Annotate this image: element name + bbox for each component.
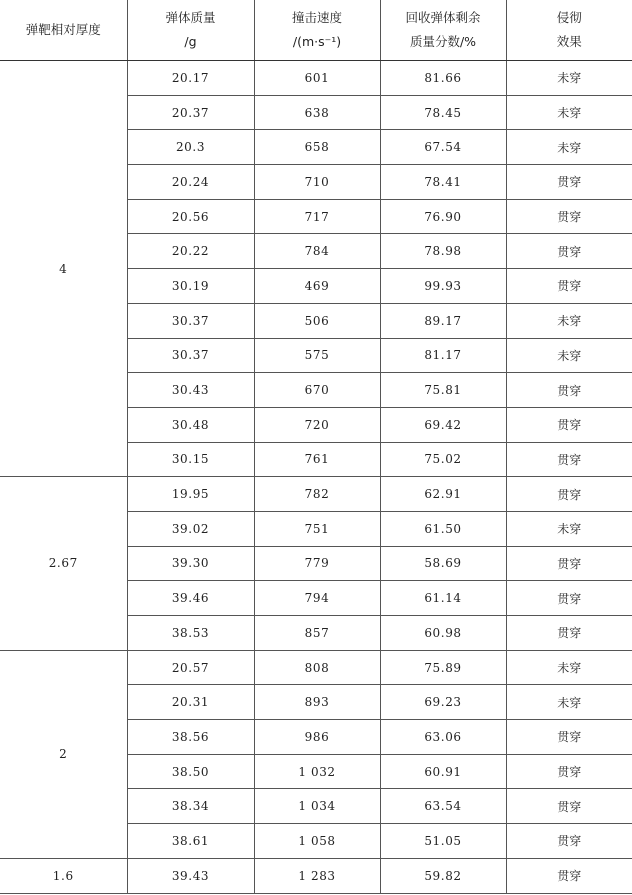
header-speed xyxy=(254,0,380,61)
table-row xyxy=(0,61,632,96)
speed-cell: 1 034 xyxy=(254,789,380,824)
mass-cell: 20.24 xyxy=(127,165,254,200)
effect-cell: 贯穿 xyxy=(506,824,632,859)
residual-cell: 61.50 xyxy=(380,511,506,546)
mass-cell: 39.43 xyxy=(127,858,254,893)
residual-cell: 67.54 xyxy=(380,130,506,165)
residual-cell: 69.42 xyxy=(380,407,506,442)
mass-cell: 20.56 xyxy=(127,199,254,234)
residual-cell: 51.05 xyxy=(380,824,506,859)
thickness-cell: 4 xyxy=(0,61,127,477)
table-row xyxy=(0,858,632,893)
speed-cell: 857 xyxy=(254,616,380,651)
speed-cell: 986 xyxy=(254,720,380,755)
mass-cell: 30.43 xyxy=(127,373,254,408)
header-residual xyxy=(380,0,506,61)
residual-cell: 60.91 xyxy=(380,754,506,789)
mass-cell: 20.3 xyxy=(127,130,254,165)
effect-cell: 贯穿 xyxy=(506,858,632,893)
effect-cell: 未穿 xyxy=(506,511,632,546)
residual-cell: 89.17 xyxy=(380,303,506,338)
effect-cell: 贯穿 xyxy=(506,546,632,581)
speed-cell: 638 xyxy=(254,95,380,130)
residual-cell: 78.98 xyxy=(380,234,506,269)
mass-cell: 30.37 xyxy=(127,303,254,338)
speed-cell: 710 xyxy=(254,165,380,200)
mass-cell: 20.17 xyxy=(127,61,254,96)
speed-cell: 506 xyxy=(254,303,380,338)
residual-cell: 81.17 xyxy=(380,338,506,373)
effect-cell: 贯穿 xyxy=(506,442,632,477)
effect-cell: 贯穿 xyxy=(506,407,632,442)
effect-cell: 贯穿 xyxy=(506,199,632,234)
mass-cell: 20.31 xyxy=(127,685,254,720)
header-thickness-line-1: 弹靶相对厚度 xyxy=(25,22,101,37)
mass-cell: 20.57 xyxy=(127,650,254,685)
effect-cell: 贯穿 xyxy=(506,754,632,789)
mass-cell: 38.50 xyxy=(127,754,254,789)
residual-cell: 76.90 xyxy=(380,199,506,234)
residual-cell: 81.66 xyxy=(380,61,506,96)
mass-cell: 30.19 xyxy=(127,269,254,304)
header-row xyxy=(0,0,632,61)
speed-cell: 469 xyxy=(254,269,380,304)
mass-cell: 38.34 xyxy=(127,789,254,824)
mass-cell: 30.48 xyxy=(127,407,254,442)
residual-cell: 75.81 xyxy=(380,373,506,408)
speed-cell: 794 xyxy=(254,581,380,616)
speed-cell: 720 xyxy=(254,407,380,442)
speed-cell: 601 xyxy=(254,61,380,96)
speed-cell: 751 xyxy=(254,511,380,546)
speed-cell: 658 xyxy=(254,130,380,165)
effect-cell: 贯穿 xyxy=(506,373,632,408)
effect-cell: 贯穿 xyxy=(506,789,632,824)
speed-cell: 808 xyxy=(254,650,380,685)
mass-cell: 38.56 xyxy=(127,720,254,755)
table-row xyxy=(0,650,632,685)
residual-cell: 75.89 xyxy=(380,650,506,685)
mass-cell: 38.61 xyxy=(127,824,254,859)
residual-cell: 75.02 xyxy=(380,442,506,477)
residual-cell: 60.98 xyxy=(380,616,506,651)
header-effect xyxy=(506,0,632,61)
header-thickness xyxy=(0,0,127,61)
speed-cell: 1 283 xyxy=(254,858,380,893)
residual-cell: 58.69 xyxy=(380,546,506,581)
effect-cell: 贯穿 xyxy=(506,165,632,200)
effect-cell: 未穿 xyxy=(506,95,632,130)
speed-cell: 779 xyxy=(254,546,380,581)
header-mass xyxy=(127,0,254,61)
residual-cell: 78.41 xyxy=(380,165,506,200)
mass-cell: 19.95 xyxy=(127,477,254,512)
thickness-cell: 2 xyxy=(0,650,127,858)
effect-cell: 未穿 xyxy=(506,685,632,720)
speed-cell: 670 xyxy=(254,373,380,408)
speed-cell: 761 xyxy=(254,442,380,477)
speed-cell: 717 xyxy=(254,199,380,234)
speed-cell: 784 xyxy=(254,234,380,269)
effect-cell: 未穿 xyxy=(506,61,632,96)
effect-cell: 贯穿 xyxy=(506,720,632,755)
thickness-cell: 1.6 xyxy=(0,858,127,893)
header-speed-line-2: /(m·s⁻¹) xyxy=(292,34,342,49)
mass-cell: 39.46 xyxy=(127,581,254,616)
effect-cell: 贯穿 xyxy=(506,616,632,651)
residual-cell: 63.54 xyxy=(380,789,506,824)
speed-cell: 893 xyxy=(254,685,380,720)
mass-cell: 39.02 xyxy=(127,511,254,546)
residual-cell: 62.91 xyxy=(380,477,506,512)
mass-cell: 38.53 xyxy=(127,616,254,651)
mass-cell: 30.37 xyxy=(127,338,254,373)
table-row xyxy=(0,477,632,512)
header-mass-line-1: 弹体质量 xyxy=(165,10,216,25)
header-effect-line-1: 侵彻 xyxy=(556,10,582,25)
effect-cell: 未穿 xyxy=(506,650,632,685)
table-body xyxy=(0,61,632,894)
header-mass-line-2: /g xyxy=(184,34,197,49)
effect-cell: 贯穿 xyxy=(506,477,632,512)
effect-cell: 贯穿 xyxy=(506,581,632,616)
header-residual-line-1: 回收弹体剩余 xyxy=(405,10,481,25)
effect-cell: 贯穿 xyxy=(506,234,632,269)
speed-cell: 1 032 xyxy=(254,754,380,789)
residual-cell: 78.45 xyxy=(380,95,506,130)
speed-cell: 1 058 xyxy=(254,824,380,859)
residual-cell: 69.23 xyxy=(380,685,506,720)
header-residual-line-2: 质量分数/% xyxy=(409,34,477,49)
speed-cell: 575 xyxy=(254,338,380,373)
effect-cell: 未穿 xyxy=(506,130,632,165)
residual-cell: 63.06 xyxy=(380,720,506,755)
residual-cell: 59.82 xyxy=(380,858,506,893)
residual-cell: 99.93 xyxy=(380,269,506,304)
effect-cell: 未穿 xyxy=(506,338,632,373)
thickness-cell: 2.67 xyxy=(0,477,127,650)
effect-cell: 贯穿 xyxy=(506,269,632,304)
mass-cell: 39.30 xyxy=(127,546,254,581)
mass-cell: 30.15 xyxy=(127,442,254,477)
header-effect-line-2: 效果 xyxy=(556,34,582,49)
table-header xyxy=(0,0,632,61)
residual-cell: 61.14 xyxy=(380,581,506,616)
speed-cell: 782 xyxy=(254,477,380,512)
mass-cell: 20.22 xyxy=(127,234,254,269)
effect-cell: 未穿 xyxy=(506,303,632,338)
mass-cell: 20.37 xyxy=(127,95,254,130)
header-speed-line-1: 撞击速度 xyxy=(291,10,342,25)
